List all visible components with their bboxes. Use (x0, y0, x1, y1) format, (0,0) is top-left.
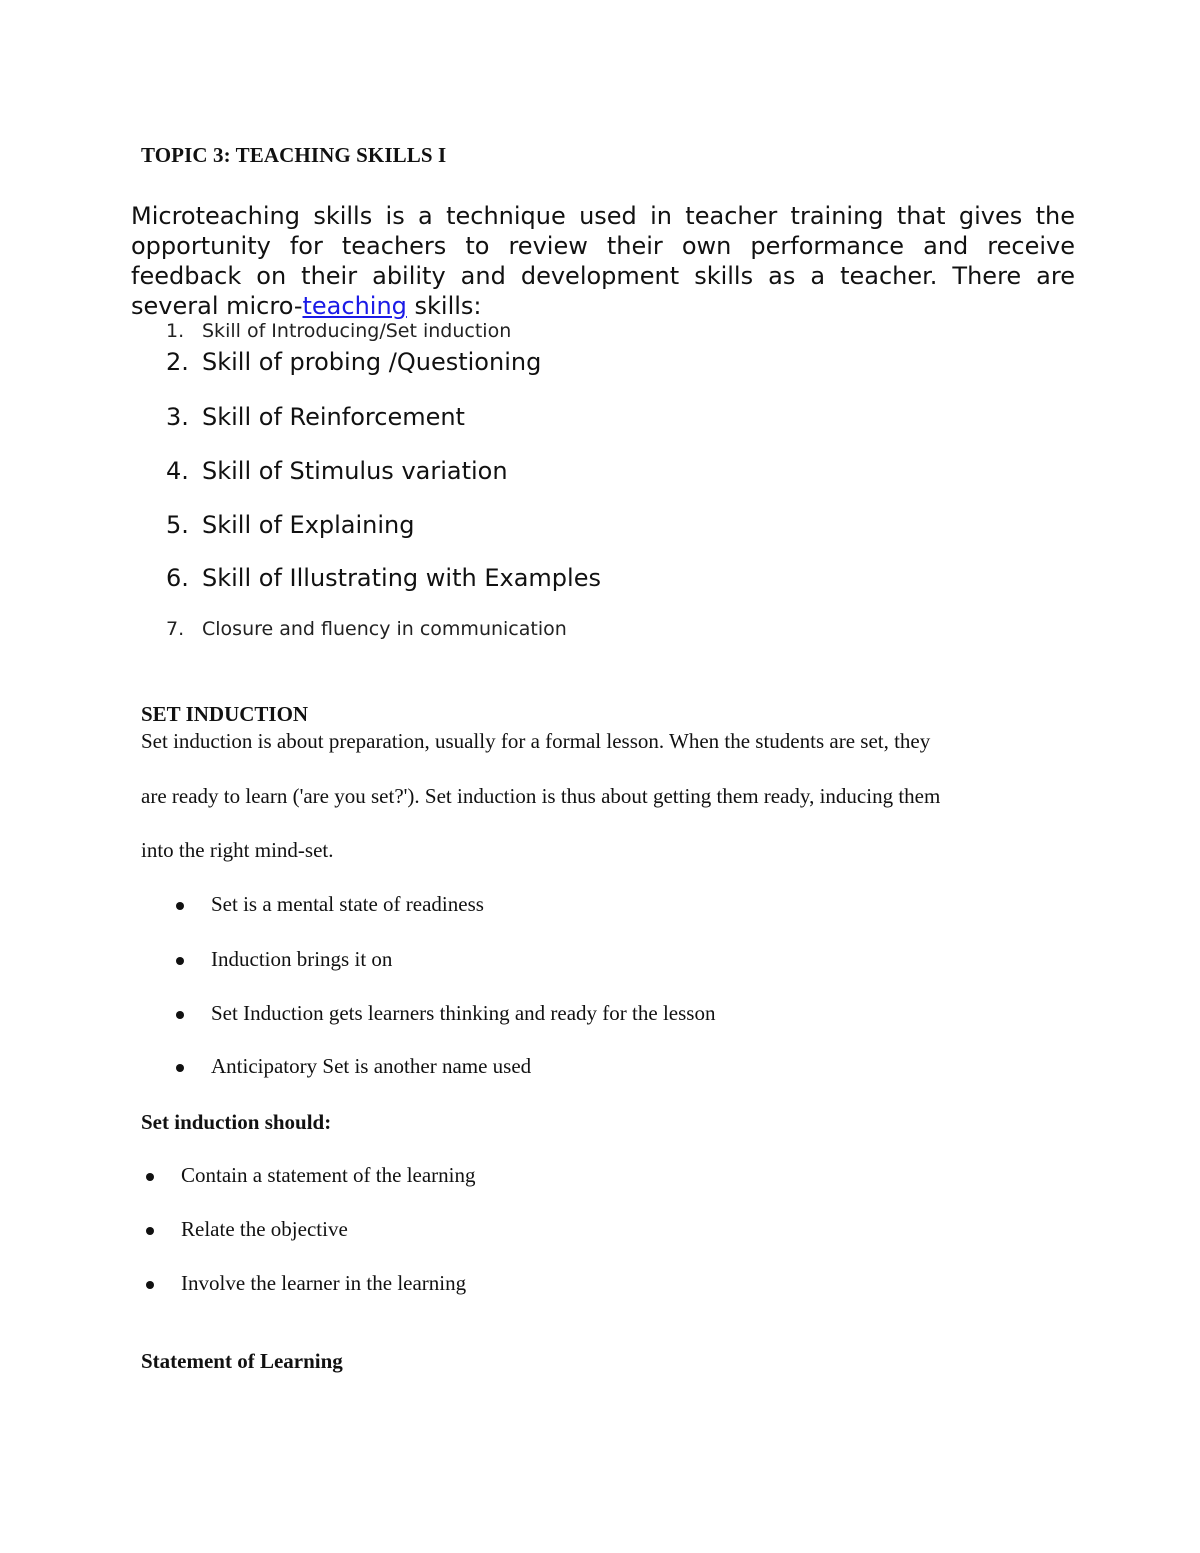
list-item: Induction brings it on (211, 947, 393, 971)
list-item: Set is a mental state of readiness (211, 892, 484, 916)
skill-number: 3. (166, 403, 189, 431)
set-induction-line-1: Set induction is about preparation, usually for a formal lesson. When the students are set, they (141, 729, 931, 753)
skill-number: 4. (166, 457, 189, 485)
skill-number: 5. (166, 511, 189, 539)
intro-text: Microteaching skills is a technique used in teacher training that gives the opportunity for teachers to review their own performance and receive feedback on their ability and development skills as a teacher. There are several micro- (131, 202, 1075, 320)
bullet-icon (176, 957, 184, 965)
list-item: Set Induction gets learners thinking and ready for the lesson (211, 1001, 716, 1025)
skill-item-6 (166, 564, 601, 592)
set-induction-line-2: are ready to learn ('are you set?'). Set induction is thus about getting them ready, inducing them (141, 784, 941, 808)
skill-label: Skill of Reinforcement (202, 403, 465, 431)
statement-heading: Statement of Learning (141, 1349, 343, 1373)
intro-text-end: skills: (406, 292, 482, 320)
skill-label: Skill of Introducing/Set induction (202, 320, 512, 342)
skill-number: 1. (166, 320, 185, 342)
teaching-link[interactable]: teaching (302, 292, 407, 320)
skill-label: Skill of Illustrating with Examples (202, 564, 601, 592)
should-heading: Set induction should: (141, 1110, 332, 1134)
bullet-icon (146, 1173, 154, 1181)
skill-item-4 (166, 457, 508, 485)
skill-number: 6. (166, 564, 189, 592)
set-induction-heading: SET INDUCTION (141, 702, 309, 726)
list-item: Contain a statement of the learning (181, 1163, 476, 1187)
skill-item-7 (166, 618, 567, 640)
skill-number: 2. (166, 348, 189, 376)
skill-label: Skill of Stimulus variation (202, 457, 508, 485)
skill-item-5 (166, 511, 415, 539)
bullet-icon (176, 1011, 184, 1019)
skill-item-2 (166, 348, 541, 376)
skill-item-3 (166, 403, 465, 431)
bullet-icon (146, 1281, 154, 1289)
list-item: Anticipatory Set is another name used (211, 1054, 532, 1078)
bullet-icon (176, 1064, 184, 1072)
list-item: Relate the objective (181, 1217, 348, 1241)
set-induction-line-3: into the right mind-set. (141, 838, 334, 862)
skill-item-1 (166, 320, 511, 342)
skill-label: Closure and fluency in communication (202, 618, 567, 640)
skill-label: Skill of probing /Questioning (202, 348, 542, 376)
bullet-icon (176, 902, 184, 910)
skill-label: Skill of Explaining (202, 511, 415, 539)
page-title: TOPIC 3: TEACHING SKILLS I (141, 143, 447, 167)
bullet-icon (146, 1227, 154, 1235)
list-item: Involve the learner in the learning (181, 1271, 467, 1295)
intro-paragraph (131, 201, 1075, 321)
skill-number: 7. (166, 618, 185, 640)
